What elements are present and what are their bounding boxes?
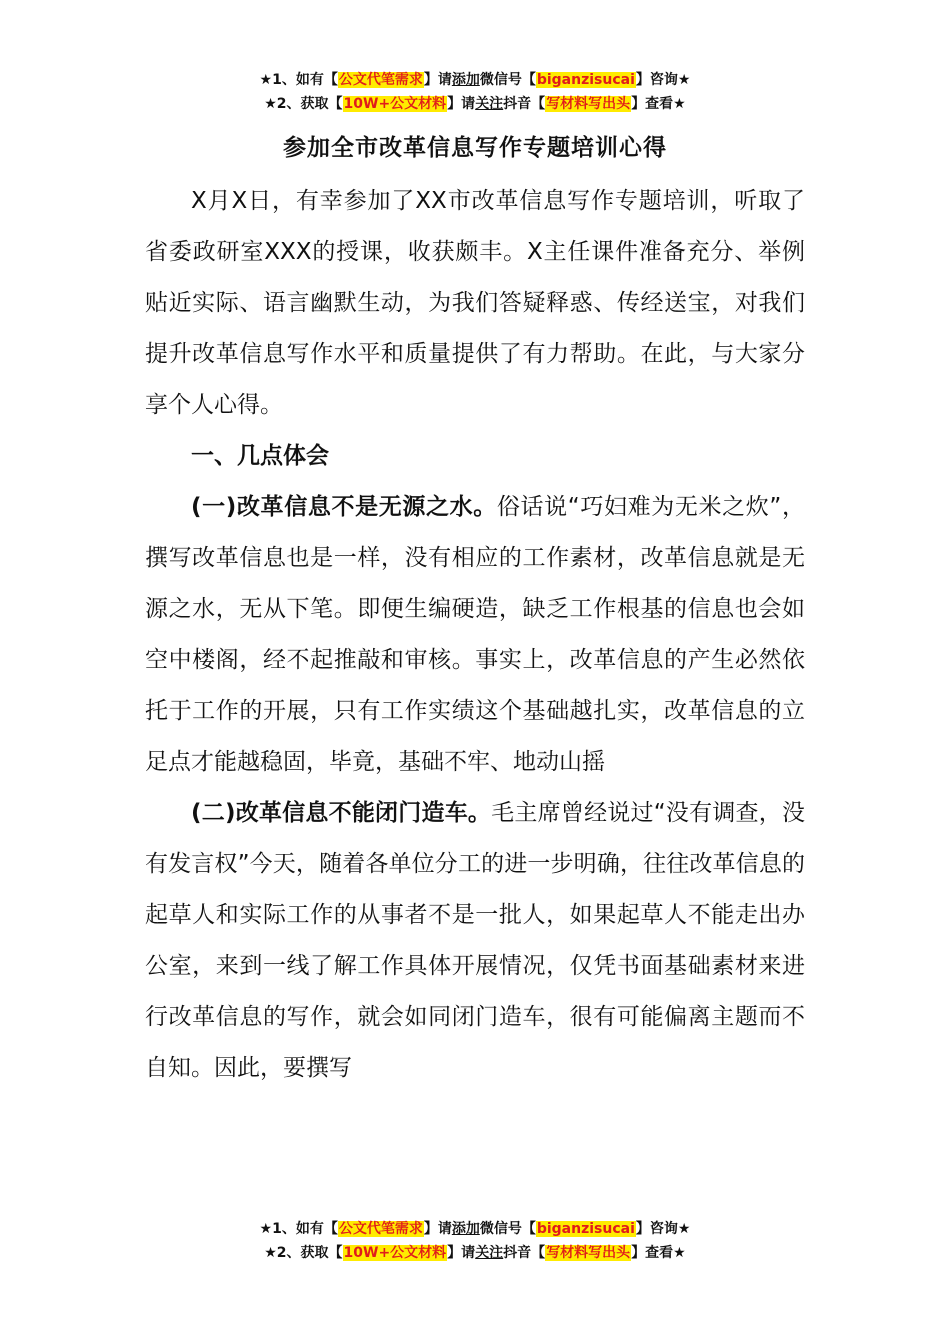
banner-line-1 (0, 68, 950, 92)
footer-banner (0, 1217, 950, 1265)
banner-text: ★1、如有【 (259, 1221, 338, 1237)
banner-text: 微信号【 (479, 1221, 536, 1237)
point-paragraph-1 (145, 482, 805, 788)
banner-highlight: 公文代笔需求 (338, 72, 423, 88)
banner-underline-text: 关注 (475, 1245, 504, 1261)
header-banner (0, 68, 950, 116)
banner-text: 】咨询★ (635, 1221, 691, 1237)
banner-highlight: 10W+公文材料 (343, 96, 447, 112)
document-body (145, 176, 805, 1094)
banner-text: 】请 (447, 96, 476, 112)
intro-paragraph: X月X日，有幸参加了XX市改革信息写作专题培训，听取了省委政研室XXX的授课，收获颇丰。X主任课件准备充分、举例贴近实际、语言幽默生动，为我们答疑释惑、传经送宝，对我们提升改革信息写作水平和质量提供了有力帮助。在此，与大家分享个人心得。 (145, 188, 805, 418)
banner-text: ★2、获取【 (264, 96, 343, 112)
banner-highlight: biganzisucai (536, 1221, 635, 1237)
banner-line-2 (0, 92, 950, 116)
banner-text: 】请 (423, 1221, 452, 1237)
banner-highlight: 写材料写出头 (546, 1245, 631, 1261)
document-title: 参加全市改革信息写作专题培训心得 (283, 135, 667, 161)
banner-text: 微信号【 (479, 72, 536, 88)
banner-highlight: biganzisucai (536, 72, 635, 88)
point-text: 毛主席曾经说过“没有调查，没有发言权”今天，随着各单位分工的进一步明确，往往改革信息的起草人和实际工作的从事者不是一批人，如果起草人不能走出办公室，来到一线了解工作具体开展情况，仅凭书面基础素材来进行改革信息的写作，就会如同闭门造车，很有可能偏离主题而不自知。因此，要撰写 (145, 800, 805, 1081)
banner-text: ★2、获取【 (264, 1245, 343, 1261)
banner-text: 】查看★ (631, 1245, 686, 1261)
banner-text: ★1、如有【 (259, 72, 338, 88)
point-label: (一)改革信息不是无源之水。 (191, 494, 497, 520)
banner-text: 抖音【 (503, 1245, 546, 1261)
banner-highlight: 10W+公文材料 (343, 1245, 447, 1261)
banner-text: 】请 (423, 72, 452, 88)
point-text: 俗话说“巧妇难为无米之炊”，撰写改革信息也是一样，没有相应的工作素材，改革信息就是无源之水，无从下笔。即便生编硬造，缺乏工作根基的信息也会如空中楼阁，经不起推敲和审核。事实上，改革信息的产生必然依托于工作的开展，只有工作实绩这个基础越扎实，改革信息的立足点才能越稳固，毕竟，基础不牢、地动山摇 (145, 494, 805, 775)
banner-underline-text: 添加 (451, 1221, 480, 1237)
point-paragraph-2 (145, 788, 805, 1094)
section-heading: 一、几点体会 (191, 443, 329, 469)
point-label: (二)改革信息不能闭门造车。 (191, 800, 492, 826)
banner-highlight: 公文代笔需求 (338, 1221, 423, 1237)
banner-underline-text: 关注 (475, 96, 504, 112)
banner-line-1 (0, 1217, 950, 1241)
banner-highlight: 写材料写出头 (546, 96, 631, 112)
banner-text: 】咨询★ (635, 72, 691, 88)
banner-text: 】请 (447, 1245, 476, 1261)
banner-line-2 (0, 1241, 950, 1265)
banner-text: 】查看★ (631, 96, 686, 112)
banner-underline-text: 添加 (451, 72, 480, 88)
banner-text: 抖音【 (503, 96, 546, 112)
